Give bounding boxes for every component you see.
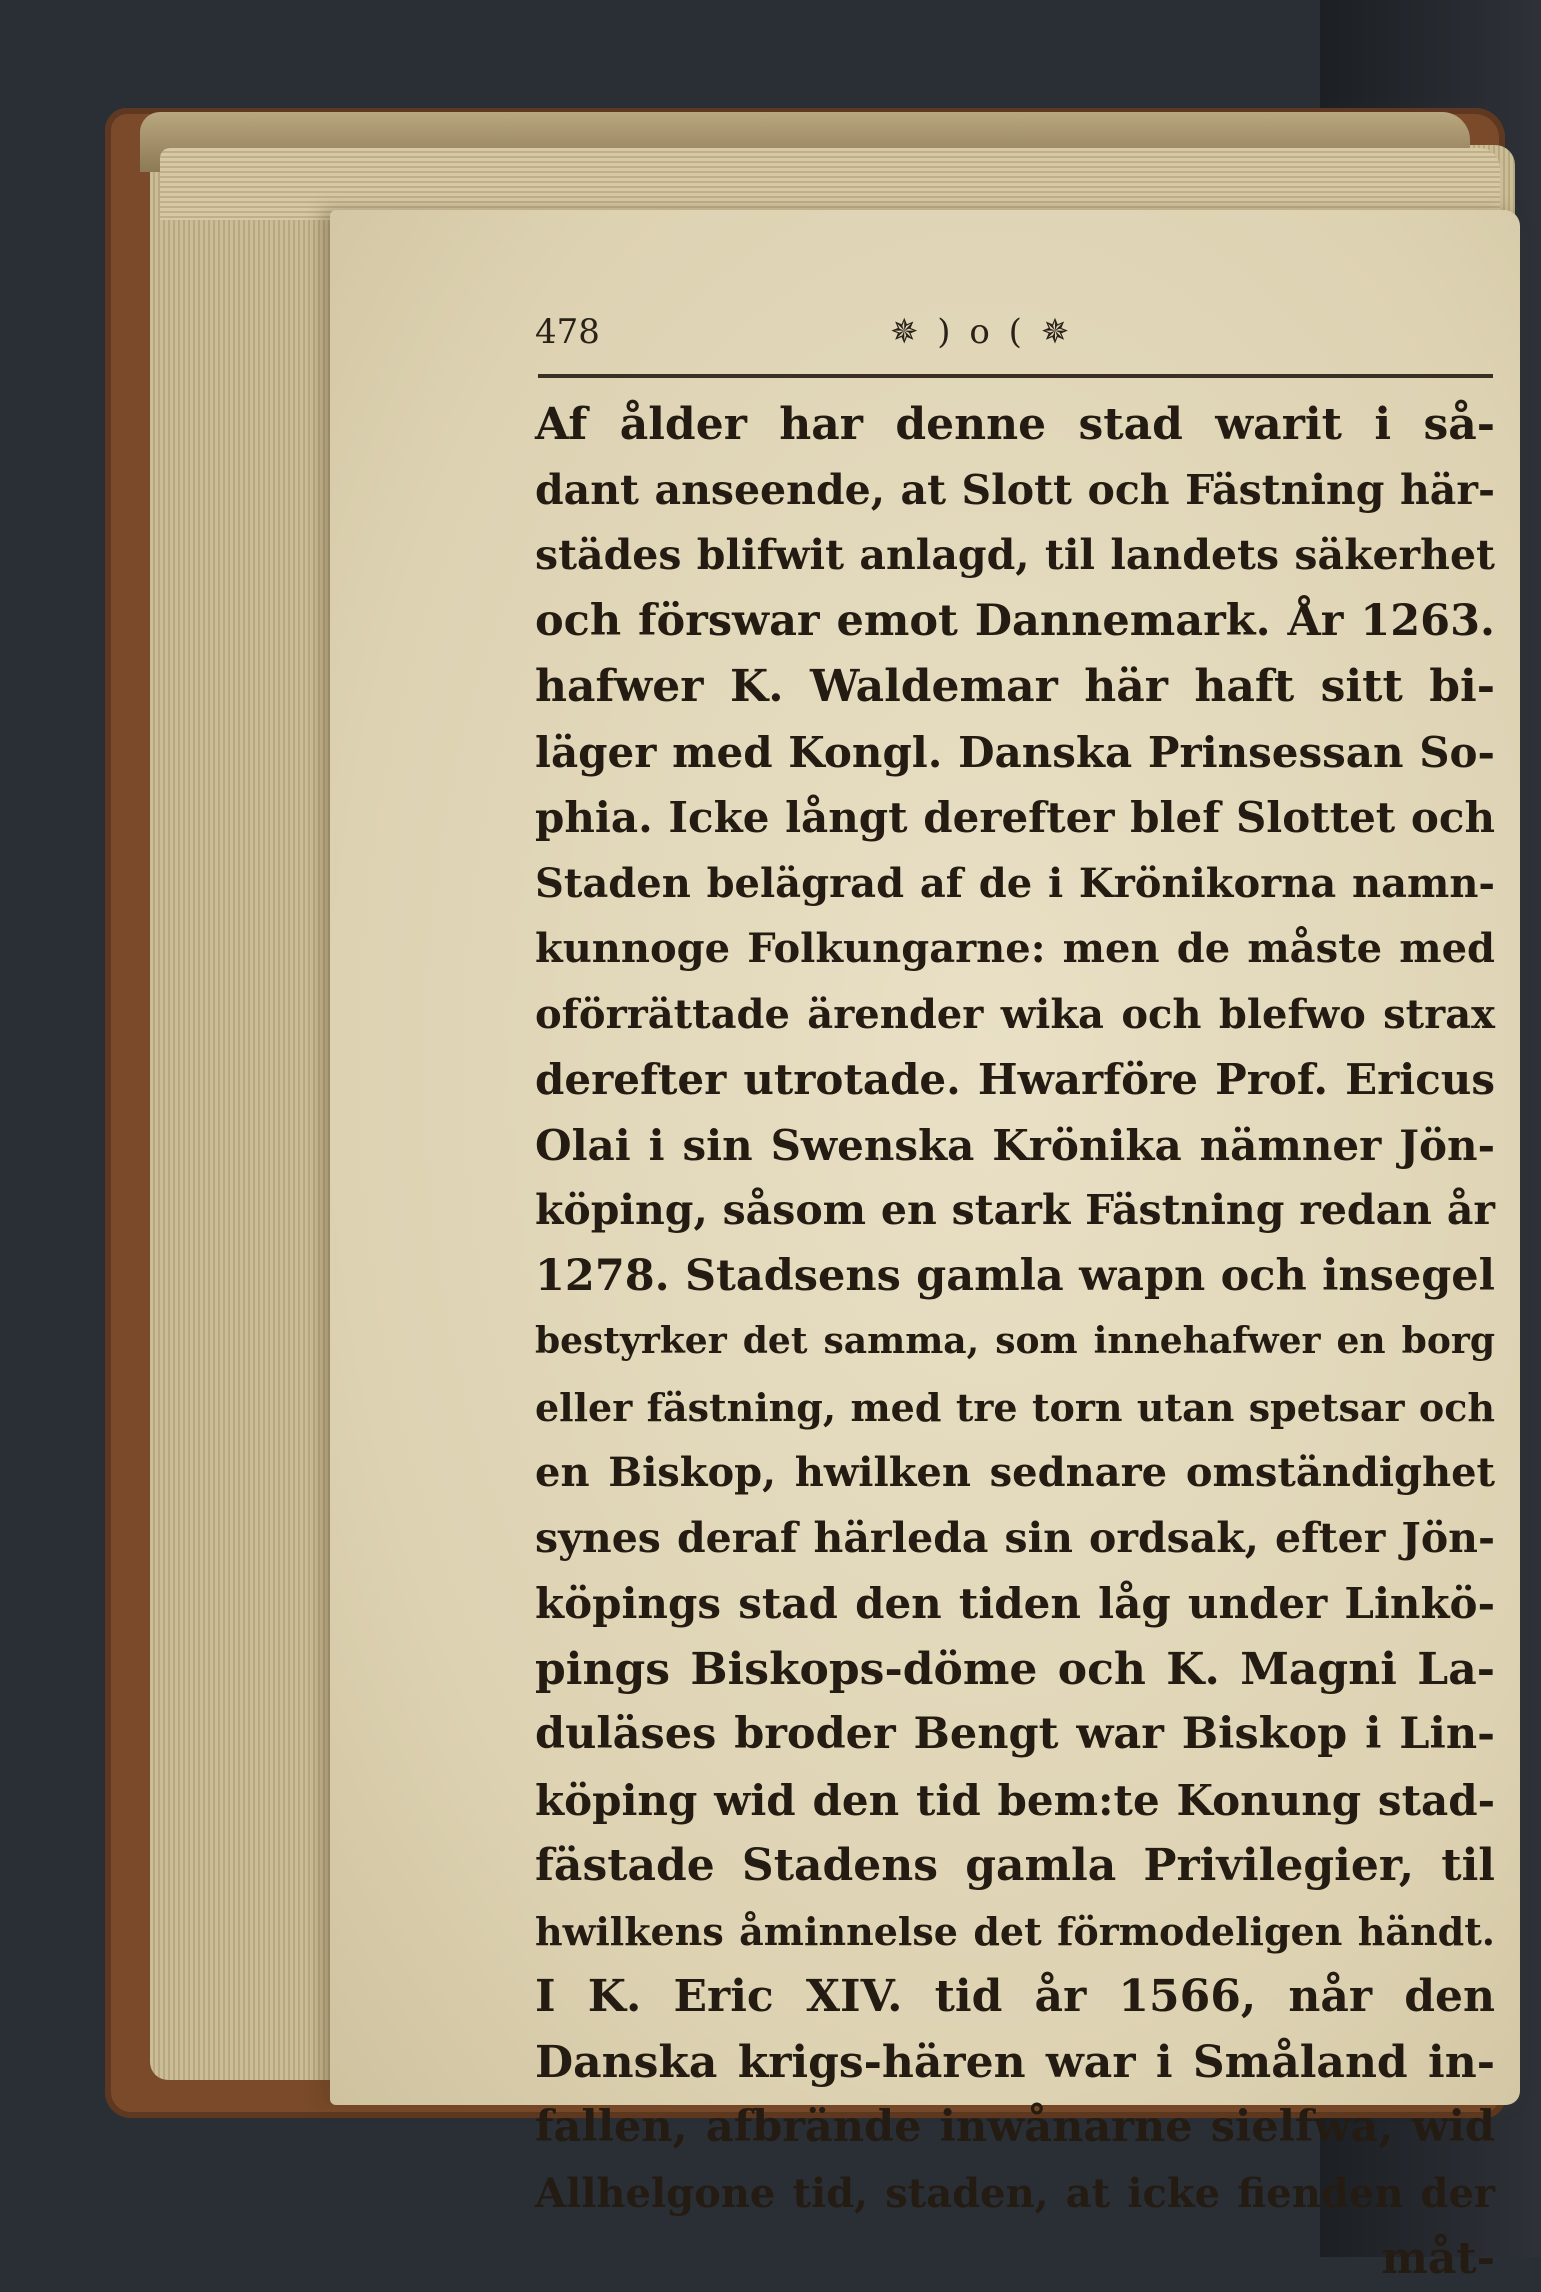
text-line: synes deraf härleda sin ordsak, efter Jön‐	[535, 1513, 1495, 1562]
text-line: Olai i sin Swenska Krönika nämner Jön‐	[535, 1120, 1495, 1170]
text-line: köpings stad den tiden låg under Linkö‐	[535, 1579, 1495, 1628]
text-line: fästade Stadens gamla Privilegier, til	[535, 1840, 1495, 1891]
text-line: hwilkens åminnelse det förmodeligen händt.	[535, 1908, 1495, 1954]
text-line: och förswar emot Dannemark. År 1263.	[535, 595, 1495, 646]
page-header	[535, 312, 1495, 372]
text-line: Af ålder har denne stad warit i så‐	[535, 399, 1495, 450]
text-line: dant anseende, at Slott och Fästning här‐	[535, 465, 1495, 514]
page-number: 478	[535, 312, 600, 352]
text-line: bestyrker det samma, som innehafwer en borg	[535, 1320, 1495, 1362]
text-line: städes blifwit anlagd, til landets säkerhet	[535, 531, 1495, 579]
text-line: hafwer K. Waldemar här haft sitt bi‐	[535, 661, 1495, 712]
text-line: fallen, afbrände inwånarne sielfwa, wid	[535, 2102, 1495, 2152]
text-line: en Biskop, hwilken sednare omständighet	[535, 1449, 1495, 1496]
header-rule	[538, 374, 1493, 378]
text-line: Danska krigs‐hären war i Småland in‐	[535, 2036, 1495, 2088]
body-text	[535, 392, 1495, 2292]
text-line: eller fästning, med tre torn utan spetsar och	[535, 1384, 1495, 1430]
text-line: pings Biskops‐döme och K. Magni La‐	[535, 1643, 1495, 1695]
text-line: phia. Icke långt derefter blef Slottet och	[535, 793, 1495, 842]
catchword: måt‐	[1381, 2233, 1495, 2284]
running-head-ornament: ✵ ) o ( ✵	[890, 312, 1074, 352]
text-line: derefter utrotade. Hwarföre Prof. Ericus	[535, 1055, 1495, 1104]
text-line: läger med Kongl. Danska Prinsessan So‐	[535, 727, 1495, 777]
text-line: Staden belägrad af de i Krönikorna namn‐	[535, 859, 1495, 907]
text-line: köping wid den tid bem:te Konung stad‐	[535, 1775, 1495, 1825]
text-line: oförrättade ärender wika och blefwo strax	[535, 990, 1495, 1038]
text-line: duläses broder Bengt war Biskop i Lin‐	[535, 1709, 1495, 1759]
text-line: köping, såsom en stark Fästning redan år	[535, 1186, 1495, 1234]
text-line: 1278. Stadsens gamla wapn och insegel	[535, 1250, 1495, 1301]
text-line: kunnoge Folkungarne: men de måste med	[535, 925, 1495, 972]
text-line: Allhelgone tid, staden, at icke fienden der	[535, 2169, 1495, 2217]
text-line: I K. Eric XIV. tid år 1566, når den	[535, 1971, 1495, 2022]
